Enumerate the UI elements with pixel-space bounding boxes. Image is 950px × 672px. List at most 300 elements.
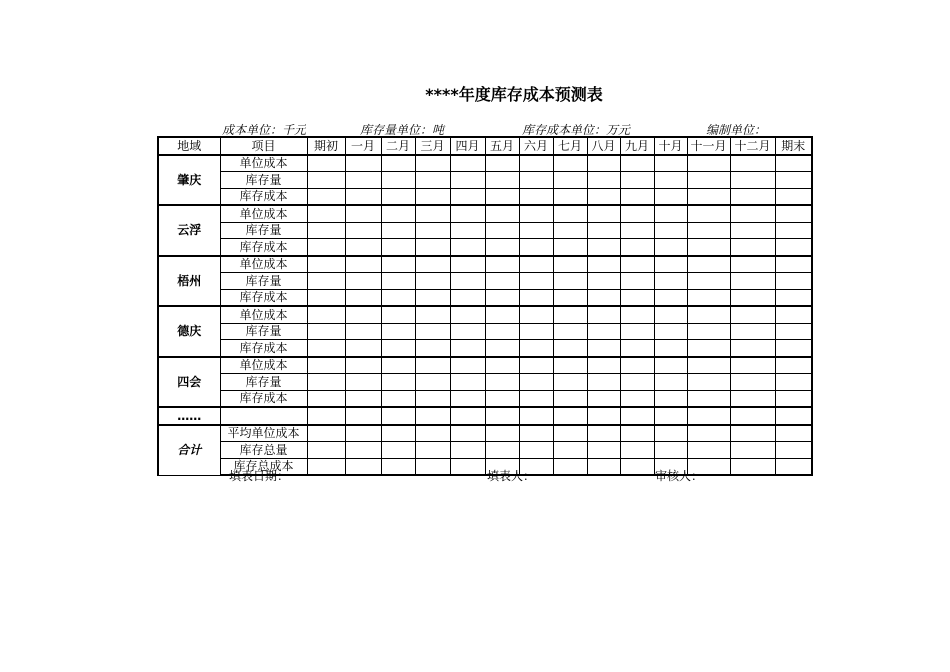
value-cell[interactable] xyxy=(687,306,730,323)
value-cell[interactable] xyxy=(587,306,620,323)
value-cell[interactable] xyxy=(345,458,381,475)
value-cell[interactable] xyxy=(620,205,654,222)
value-cell[interactable] xyxy=(485,222,519,239)
value-cell[interactable] xyxy=(519,357,553,374)
value-cell[interactable] xyxy=(553,357,587,374)
value-cell[interactable] xyxy=(519,374,553,391)
value-cell[interactable] xyxy=(687,289,730,306)
value-cell[interactable] xyxy=(553,188,587,205)
value-cell[interactable] xyxy=(381,205,415,222)
value-cell[interactable] xyxy=(775,407,812,425)
value-cell[interactable] xyxy=(587,222,620,239)
table-row xyxy=(158,306,812,323)
table-row xyxy=(158,273,812,290)
value-cell[interactable] xyxy=(415,407,450,425)
value-cell[interactable] xyxy=(775,458,812,475)
value-cell[interactable] xyxy=(345,188,381,205)
org-label: 编制单位： xyxy=(706,123,767,137)
value-cell[interactable] xyxy=(345,239,381,256)
value-cell[interactable] xyxy=(775,256,812,273)
value-cell[interactable] xyxy=(415,273,450,290)
value-cell[interactable] xyxy=(345,425,381,442)
value-cell[interactable] xyxy=(654,323,687,340)
value-cell[interactable] xyxy=(450,407,485,425)
value-cell[interactable] xyxy=(587,357,620,374)
value-cell[interactable] xyxy=(415,239,450,256)
value-cell[interactable] xyxy=(654,442,687,459)
value-cell[interactable] xyxy=(553,155,587,172)
value-cell[interactable] xyxy=(775,289,812,306)
value-cell[interactable] xyxy=(450,205,485,222)
value-cell[interactable] xyxy=(381,289,415,306)
value-cell[interactable] xyxy=(620,390,654,407)
item-cell: 平均单位成本 xyxy=(220,425,307,442)
value-cell[interactable] xyxy=(519,188,553,205)
value-cell[interactable] xyxy=(654,222,687,239)
value-cell[interactable] xyxy=(345,442,381,459)
value-cell[interactable] xyxy=(450,239,485,256)
item-cell: 库存量 xyxy=(220,323,307,340)
value-cell[interactable] xyxy=(553,458,587,475)
value-cell[interactable] xyxy=(553,442,587,459)
value-cell[interactable] xyxy=(654,306,687,323)
item-cell: 库存成本 xyxy=(220,340,307,357)
value-cell[interactable] xyxy=(345,407,381,425)
column-header: 期初 xyxy=(307,137,345,155)
value-cell[interactable] xyxy=(415,155,450,172)
value-cell[interactable] xyxy=(485,340,519,357)
value-cell[interactable] xyxy=(730,289,775,306)
value-cell[interactable] xyxy=(687,273,730,290)
value-cell[interactable] xyxy=(307,222,345,239)
value-cell[interactable] xyxy=(519,390,553,407)
value-cell[interactable] xyxy=(620,256,654,273)
value-cell[interactable] xyxy=(415,357,450,374)
value-cell[interactable] xyxy=(415,289,450,306)
value-cell[interactable] xyxy=(730,155,775,172)
value-cell[interactable] xyxy=(553,407,587,425)
value-cell[interactable] xyxy=(730,390,775,407)
value-cell[interactable] xyxy=(519,323,553,340)
value-cell[interactable] xyxy=(307,172,345,189)
value-cell[interactable] xyxy=(485,442,519,459)
value-cell[interactable] xyxy=(687,442,730,459)
value-cell[interactable] xyxy=(485,172,519,189)
value-cell[interactable] xyxy=(415,172,450,189)
value-cell[interactable] xyxy=(553,205,587,222)
column-header: 一月 xyxy=(345,137,381,155)
value-cell[interactable] xyxy=(345,222,381,239)
value-cell[interactable] xyxy=(485,239,519,256)
region-cell: 四会 xyxy=(158,357,220,408)
value-cell[interactable] xyxy=(587,390,620,407)
value-cell[interactable] xyxy=(485,357,519,374)
table-row xyxy=(158,407,812,425)
value-cell[interactable] xyxy=(775,155,812,172)
value-cell[interactable] xyxy=(345,273,381,290)
value-cell[interactable] xyxy=(307,306,345,323)
value-cell[interactable] xyxy=(654,188,687,205)
value-cell[interactable] xyxy=(345,155,381,172)
value-cell[interactable] xyxy=(381,172,415,189)
value-cell[interactable] xyxy=(307,239,345,256)
value-cell[interactable] xyxy=(730,407,775,425)
value-cell[interactable] xyxy=(654,256,687,273)
value-cell[interactable] xyxy=(345,289,381,306)
value-cell[interactable] xyxy=(381,442,415,459)
value-cell[interactable] xyxy=(620,239,654,256)
value-cell[interactable] xyxy=(519,425,553,442)
value-cell[interactable] xyxy=(450,357,485,374)
value-cell[interactable] xyxy=(485,205,519,222)
value-cell[interactable] xyxy=(654,205,687,222)
column-header: 期末 xyxy=(775,137,812,155)
value-cell[interactable] xyxy=(730,306,775,323)
value-cell[interactable] xyxy=(730,374,775,391)
item-cell: 库存总成本 xyxy=(220,458,307,475)
value-cell[interactable] xyxy=(307,256,345,273)
value-cell[interactable] xyxy=(687,155,730,172)
value-cell[interactable] xyxy=(730,222,775,239)
value-cell[interactable] xyxy=(587,425,620,442)
value-cell[interactable] xyxy=(345,172,381,189)
value-cell[interactable] xyxy=(450,442,485,459)
value-cell[interactable] xyxy=(687,256,730,273)
value-cell[interactable] xyxy=(620,425,654,442)
value-cell[interactable] xyxy=(687,340,730,357)
value-cell[interactable] xyxy=(450,306,485,323)
value-cell[interactable] xyxy=(450,172,485,189)
value-cell[interactable] xyxy=(519,256,553,273)
value-cell[interactable] xyxy=(730,188,775,205)
value-cell[interactable] xyxy=(415,188,450,205)
item-cell: 单位成本 xyxy=(220,205,307,222)
table-header-row xyxy=(158,137,812,155)
value-cell[interactable] xyxy=(381,222,415,239)
value-cell[interactable] xyxy=(654,340,687,357)
value-cell[interactable] xyxy=(553,306,587,323)
value-cell[interactable] xyxy=(687,323,730,340)
value-cell[interactable] xyxy=(415,323,450,340)
inventory-cost-table xyxy=(157,136,813,476)
value-cell[interactable] xyxy=(381,273,415,290)
value-cell[interactable] xyxy=(307,374,345,391)
value-cell[interactable] xyxy=(450,374,485,391)
value-cell[interactable] xyxy=(485,273,519,290)
value-cell[interactable] xyxy=(519,289,553,306)
value-cell[interactable] xyxy=(415,205,450,222)
value-cell[interactable] xyxy=(307,188,345,205)
value-cell[interactable] xyxy=(485,155,519,172)
value-cell[interactable] xyxy=(519,239,553,256)
value-cell[interactable] xyxy=(620,407,654,425)
value-cell[interactable] xyxy=(381,323,415,340)
value-cell[interactable] xyxy=(620,340,654,357)
table-row xyxy=(158,357,812,374)
value-cell[interactable] xyxy=(519,442,553,459)
value-cell[interactable] xyxy=(775,222,812,239)
value-cell[interactable] xyxy=(485,323,519,340)
value-cell[interactable] xyxy=(654,239,687,256)
value-cell[interactable] xyxy=(450,323,485,340)
value-cell[interactable] xyxy=(519,155,553,172)
value-cell[interactable] xyxy=(654,273,687,290)
value-cell[interactable] xyxy=(381,306,415,323)
value-cell[interactable] xyxy=(415,306,450,323)
value-cell[interactable] xyxy=(620,442,654,459)
value-cell[interactable] xyxy=(415,442,450,459)
value-cell[interactable] xyxy=(687,222,730,239)
value-cell[interactable] xyxy=(730,425,775,442)
value-cell[interactable] xyxy=(654,155,687,172)
value-cell[interactable] xyxy=(450,390,485,407)
value-cell[interactable] xyxy=(654,289,687,306)
value-cell[interactable] xyxy=(587,273,620,290)
value-cell[interactable] xyxy=(687,390,730,407)
value-cell[interactable] xyxy=(587,442,620,459)
value-cell[interactable] xyxy=(450,425,485,442)
value-cell[interactable] xyxy=(485,256,519,273)
value-cell[interactable] xyxy=(381,239,415,256)
table-row xyxy=(158,155,812,172)
value-cell[interactable] xyxy=(775,357,812,374)
value-cell[interactable] xyxy=(587,172,620,189)
value-cell[interactable] xyxy=(553,273,587,290)
value-cell[interactable] xyxy=(553,323,587,340)
value-cell[interactable] xyxy=(553,340,587,357)
value-cell[interactable] xyxy=(553,374,587,391)
value-cell[interactable] xyxy=(381,374,415,391)
value-cell[interactable] xyxy=(485,390,519,407)
value-cell[interactable] xyxy=(587,188,620,205)
value-cell[interactable] xyxy=(775,188,812,205)
value-cell[interactable] xyxy=(519,306,553,323)
table-row xyxy=(158,222,812,239)
value-cell[interactable] xyxy=(687,374,730,391)
value-cell[interactable] xyxy=(381,390,415,407)
value-cell[interactable] xyxy=(307,155,345,172)
value-cell[interactable] xyxy=(687,425,730,442)
value-cell[interactable] xyxy=(415,425,450,442)
value-cell[interactable] xyxy=(553,390,587,407)
value-cell[interactable] xyxy=(307,357,345,374)
value-cell[interactable] xyxy=(381,256,415,273)
value-cell[interactable] xyxy=(415,340,450,357)
value-cell[interactable] xyxy=(587,205,620,222)
value-cell[interactable] xyxy=(345,340,381,357)
value-cell[interactable] xyxy=(381,357,415,374)
value-cell[interactable] xyxy=(345,306,381,323)
value-cell[interactable] xyxy=(307,390,345,407)
column-header: 七月 xyxy=(553,137,587,155)
value-cell[interactable] xyxy=(587,155,620,172)
value-cell[interactable] xyxy=(730,273,775,290)
value-cell[interactable] xyxy=(450,222,485,239)
value-cell[interactable] xyxy=(415,374,450,391)
value-cell[interactable] xyxy=(730,256,775,273)
value-cell[interactable] xyxy=(553,256,587,273)
value-cell[interactable] xyxy=(553,289,587,306)
value-cell[interactable] xyxy=(587,458,620,475)
value-cell[interactable] xyxy=(775,425,812,442)
value-cell[interactable] xyxy=(519,222,553,239)
table-row xyxy=(158,256,812,273)
value-cell[interactable] xyxy=(307,340,345,357)
value-cell[interactable] xyxy=(519,340,553,357)
value-cell[interactable] xyxy=(730,239,775,256)
value-cell[interactable] xyxy=(620,172,654,189)
value-cell[interactable] xyxy=(485,306,519,323)
value-cell[interactable] xyxy=(687,205,730,222)
value-cell[interactable] xyxy=(620,458,654,475)
value-cell[interactable] xyxy=(730,442,775,459)
value-cell[interactable] xyxy=(307,425,345,442)
value-cell[interactable] xyxy=(620,323,654,340)
value-cell[interactable] xyxy=(553,172,587,189)
value-cell[interactable] xyxy=(307,458,345,475)
value-cell[interactable] xyxy=(775,323,812,340)
item-cell: 库存成本 xyxy=(220,289,307,306)
value-cell[interactable] xyxy=(587,323,620,340)
value-cell[interactable] xyxy=(415,256,450,273)
value-cell[interactable] xyxy=(775,273,812,290)
value-cell[interactable] xyxy=(519,273,553,290)
value-cell[interactable] xyxy=(687,188,730,205)
value-cell[interactable] xyxy=(307,273,345,290)
value-cell[interactable] xyxy=(620,273,654,290)
value-cell[interactable] xyxy=(307,407,345,425)
value-cell[interactable] xyxy=(775,442,812,459)
value-cell[interactable] xyxy=(450,340,485,357)
value-cell[interactable] xyxy=(519,205,553,222)
value-cell[interactable] xyxy=(345,390,381,407)
region-cell: 梧州 xyxy=(158,256,220,307)
column-header: 项目 xyxy=(220,137,307,155)
table-row xyxy=(158,340,812,357)
value-cell[interactable] xyxy=(485,188,519,205)
value-cell[interactable] xyxy=(687,239,730,256)
value-cell[interactable] xyxy=(415,222,450,239)
value-cell[interactable] xyxy=(307,323,345,340)
column-header: 十二月 xyxy=(730,137,775,155)
value-cell[interactable] xyxy=(307,442,345,459)
value-cell[interactable] xyxy=(485,374,519,391)
region-cell: 云浮 xyxy=(158,205,220,256)
value-cell[interactable] xyxy=(485,289,519,306)
value-cell[interactable] xyxy=(553,425,587,442)
value-cell[interactable] xyxy=(620,306,654,323)
value-cell[interactable] xyxy=(553,239,587,256)
value-cell[interactable] xyxy=(553,222,587,239)
table-row xyxy=(158,205,812,222)
column-header: 八月 xyxy=(587,137,620,155)
value-cell[interactable] xyxy=(587,407,620,425)
table-row xyxy=(158,172,812,189)
value-cell[interactable] xyxy=(775,172,812,189)
value-cell[interactable] xyxy=(345,256,381,273)
value-cell[interactable] xyxy=(730,357,775,374)
unit-quantity-label: 库存量单位：吨 xyxy=(360,123,445,137)
table-row xyxy=(158,425,812,442)
value-cell[interactable] xyxy=(381,188,415,205)
value-cell[interactable] xyxy=(620,357,654,374)
value-cell[interactable] xyxy=(587,289,620,306)
column-header: 九月 xyxy=(620,137,654,155)
value-cell[interactable] xyxy=(345,205,381,222)
value-cell[interactable] xyxy=(775,390,812,407)
value-cell[interactable] xyxy=(381,458,415,475)
value-cell[interactable] xyxy=(345,323,381,340)
value-cell[interactable] xyxy=(345,357,381,374)
value-cell[interactable] xyxy=(730,172,775,189)
value-cell[interactable] xyxy=(730,340,775,357)
fill-date-label: 填表日期： xyxy=(229,469,290,483)
value-cell[interactable] xyxy=(775,340,812,357)
value-cell[interactable] xyxy=(381,155,415,172)
value-cell[interactable] xyxy=(730,323,775,340)
item-cell: 库存成本 xyxy=(220,188,307,205)
value-cell[interactable] xyxy=(620,188,654,205)
value-cell[interactable] xyxy=(519,172,553,189)
value-cell[interactable] xyxy=(381,425,415,442)
value-cell[interactable] xyxy=(450,273,485,290)
value-cell[interactable] xyxy=(775,374,812,391)
column-header: 五月 xyxy=(485,137,519,155)
value-cell[interactable] xyxy=(654,407,687,425)
value-cell[interactable] xyxy=(450,458,485,475)
value-cell[interactable] xyxy=(654,390,687,407)
value-cell[interactable] xyxy=(775,306,812,323)
value-cell[interactable] xyxy=(620,155,654,172)
value-cell[interactable] xyxy=(307,289,345,306)
value-cell[interactable] xyxy=(381,407,415,425)
item-cell: 库存量 xyxy=(220,273,307,290)
value-cell[interactable] xyxy=(775,239,812,256)
value-cell[interactable] xyxy=(450,256,485,273)
value-cell[interactable] xyxy=(654,357,687,374)
value-cell[interactable] xyxy=(587,374,620,391)
value-cell[interactable] xyxy=(587,239,620,256)
value-cell[interactable] xyxy=(687,172,730,189)
value-cell[interactable] xyxy=(654,172,687,189)
value-cell[interactable] xyxy=(450,155,485,172)
value-cell[interactable] xyxy=(730,205,775,222)
value-cell[interactable] xyxy=(415,458,450,475)
value-cell[interactable] xyxy=(687,357,730,374)
value-cell[interactable] xyxy=(381,340,415,357)
value-cell[interactable] xyxy=(730,458,775,475)
value-cell[interactable] xyxy=(654,374,687,391)
value-cell[interactable] xyxy=(620,222,654,239)
item-cell: 单位成本 xyxy=(220,306,307,323)
value-cell[interactable] xyxy=(654,425,687,442)
value-cell[interactable] xyxy=(587,256,620,273)
value-cell[interactable] xyxy=(620,374,654,391)
value-cell[interactable] xyxy=(307,205,345,222)
value-cell[interactable] xyxy=(415,390,450,407)
value-cell[interactable] xyxy=(485,407,519,425)
value-cell[interactable] xyxy=(345,374,381,391)
value-cell[interactable] xyxy=(450,289,485,306)
value-cell[interactable] xyxy=(620,289,654,306)
column-header: 二月 xyxy=(381,137,415,155)
value-cell[interactable] xyxy=(687,407,730,425)
value-cell[interactable] xyxy=(775,205,812,222)
value-cell[interactable] xyxy=(485,425,519,442)
value-cell[interactable] xyxy=(519,407,553,425)
value-cell[interactable] xyxy=(587,340,620,357)
value-cell[interactable] xyxy=(450,188,485,205)
